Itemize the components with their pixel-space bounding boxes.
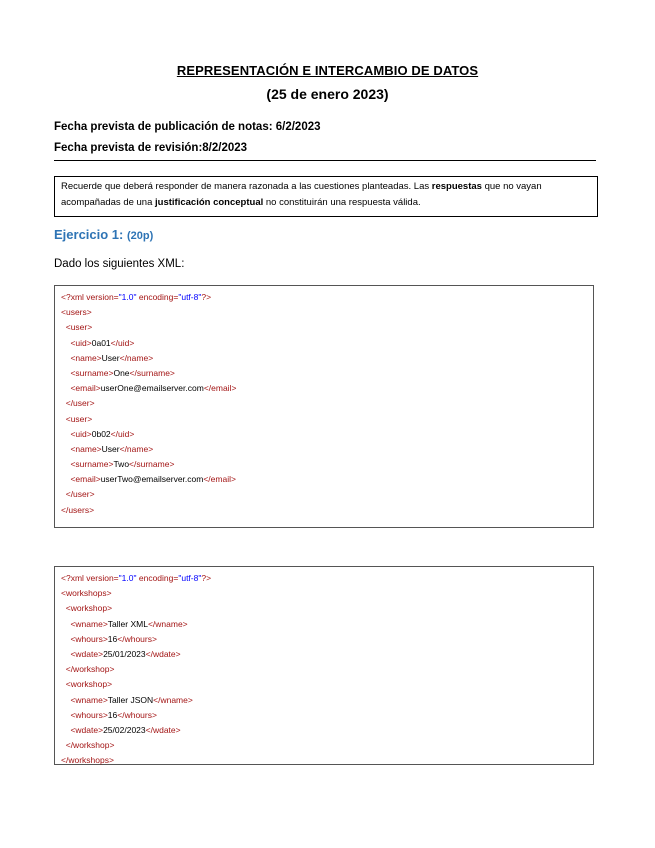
code-token: </user> <box>65 489 95 500</box>
code-token: <user> <box>65 413 93 424</box>
code-token: </user> <box>65 398 95 409</box>
code-token: </surname> <box>129 367 175 378</box>
code-line <box>61 487 593 502</box>
code-token: 16 <box>107 709 118 720</box>
code-token: </name> <box>119 352 154 363</box>
code-token: </email> <box>203 383 237 394</box>
code-token: </users> <box>61 504 95 515</box>
code-line <box>61 336 593 351</box>
code-token: </wdate> <box>145 724 181 735</box>
header-divider <box>54 160 596 161</box>
code-line <box>61 305 593 320</box>
exercise-intro: Dado los siguientes XML: <box>54 258 185 270</box>
code-token: </wname> <box>153 694 193 705</box>
exercise-points: (20p) <box>127 230 154 242</box>
code-line <box>61 753 593 768</box>
code-token: <name> <box>70 352 102 363</box>
code-token: </name> <box>119 443 154 454</box>
code-token: </whours> <box>117 633 157 644</box>
code-line <box>61 617 593 632</box>
code-token: <uid> <box>70 337 92 348</box>
code-line <box>61 571 593 586</box>
code-line <box>61 708 593 723</box>
code-line <box>61 442 593 457</box>
code-line <box>61 662 593 677</box>
exercise-heading <box>54 227 153 242</box>
code-token: <wname> <box>70 618 108 629</box>
code-line <box>61 366 593 381</box>
code-token: Taller XML <box>107 618 148 629</box>
code-token: <email> <box>70 383 101 394</box>
code-token: User <box>101 352 120 363</box>
code-line <box>61 457 593 472</box>
code-token: "1.0" <box>118 573 137 583</box>
code-line <box>61 472 593 487</box>
code-token: encoding= <box>136 292 179 302</box>
document-date: (25 de enero 2023) <box>266 86 389 102</box>
document-title: REPRESENTACIÓN E INTERCAMBIO DE DATOS <box>176 63 479 78</box>
instructions-note <box>54 176 598 217</box>
code-line <box>61 647 593 662</box>
code-token: <workshops> <box>61 588 112 599</box>
xml-users-block <box>54 285 594 528</box>
code-token: <whours> <box>70 709 108 720</box>
code-line <box>61 632 593 647</box>
code-token: ?> <box>201 573 212 583</box>
code-line <box>61 381 593 396</box>
code-token: User <box>101 443 120 454</box>
code-token: encoding= <box>136 573 179 583</box>
code-token: One <box>113 367 130 378</box>
code-token: 25/01/2023 <box>103 648 146 659</box>
code-token: </workshop> <box>65 664 115 675</box>
code-token: </surname> <box>129 459 175 470</box>
code-token: "utf-8" <box>178 573 202 583</box>
code-line <box>61 290 593 305</box>
code-token: <user> <box>65 322 93 333</box>
code-token: <workshop> <box>65 679 113 690</box>
code-token: </wname> <box>147 618 188 629</box>
note-text-1: Recuerde que deberá responder de manera razonada a las cuestiones planteadas. Las <box>61 181 432 192</box>
exercise-title: Ejercicio 1: <box>54 227 124 242</box>
code-line <box>61 427 593 442</box>
code-token: <email> <box>70 474 101 485</box>
review-date: Fecha prevista de revisión:8/2/2023 <box>54 142 248 154</box>
code-token: Two <box>113 459 130 470</box>
xml-workshops-block <box>54 566 594 765</box>
code-line <box>61 693 593 708</box>
code-line <box>61 586 593 601</box>
code-token: <workshop> <box>65 603 113 614</box>
code-token: Taller JSON <box>107 694 154 705</box>
code-token: userTwo@emailserver.com <box>100 474 204 485</box>
publication-date: Fecha prevista de publicación de notas: 6/2/2023 <box>54 121 321 133</box>
code-token: <wname> <box>70 694 108 705</box>
code-token: 25/02/2023 <box>103 724 146 735</box>
code-token: </uid> <box>110 428 135 439</box>
code-token: </workshop> <box>65 740 115 751</box>
code-token: "utf-8" <box>178 292 202 302</box>
code-token: <surname> <box>70 367 114 378</box>
code-token: <wdate> <box>70 648 104 659</box>
code-line <box>61 503 593 518</box>
code-token: 0a01 <box>91 337 111 348</box>
code-line <box>61 738 593 753</box>
code-token: <?xml version= <box>61 292 119 302</box>
note-bold-2: justificación conceptual <box>155 197 264 208</box>
code-token: <?xml version= <box>61 573 119 583</box>
code-token: ?> <box>201 292 212 302</box>
code-line <box>61 412 593 427</box>
code-token: <wdate> <box>70 724 104 735</box>
code-token: </whours> <box>117 709 157 720</box>
code-token: </workshops> <box>61 755 114 766</box>
code-token: <whours> <box>70 633 108 644</box>
code-token: "1.0" <box>118 292 137 302</box>
code-line <box>61 320 593 335</box>
code-line <box>61 396 593 411</box>
note-text-2: que no vayan acompañadas de una <box>61 181 542 208</box>
code-line <box>61 677 593 692</box>
code-line <box>61 601 593 616</box>
code-token: <uid> <box>70 428 92 439</box>
code-token: </wdate> <box>145 648 181 659</box>
code-line <box>61 351 593 366</box>
code-token: </uid> <box>110 337 135 348</box>
code-token: </email> <box>203 474 236 485</box>
code-token: 16 <box>107 633 118 644</box>
code-token: <name> <box>70 443 102 454</box>
note-bold-1: respuestas <box>431 181 482 192</box>
note-text-3: no constituirán una respuesta válida. <box>263 197 421 208</box>
code-token: <surname> <box>70 459 114 470</box>
code-token: 0b02 <box>91 428 111 439</box>
code-token: <users> <box>61 307 92 318</box>
code-token: userOne@emailserver.com <box>100 383 204 394</box>
code-line <box>61 723 593 738</box>
